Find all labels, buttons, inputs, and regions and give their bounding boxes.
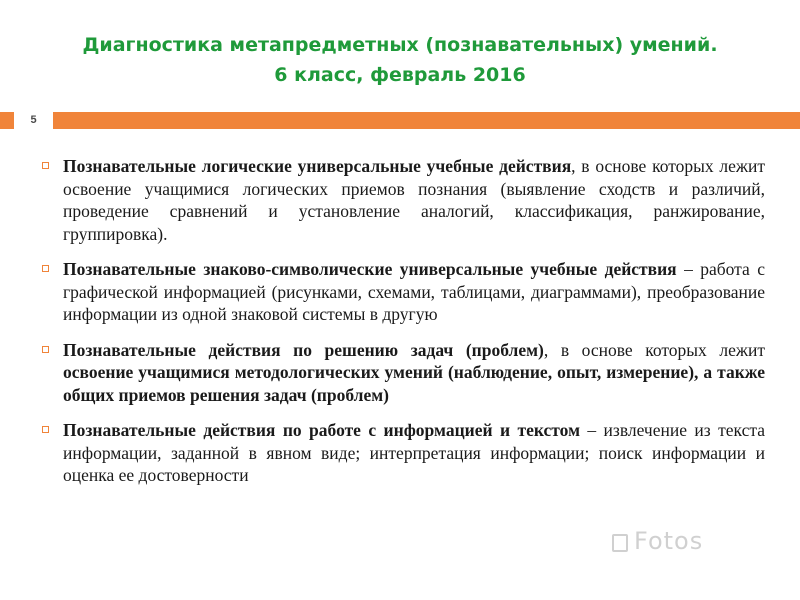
item-heading: Познавательные знаково-символические универсальные учебные действия	[63, 259, 677, 279]
title-line-2: 6 класс, февраль 2016	[274, 64, 526, 86]
header-rule-left	[0, 112, 14, 129]
item-text: – извлечение из текста информации, заданной в явном виде; интерпретация информации; поиск информации и оценка ее достоверности	[63, 420, 765, 485]
item-text: , в основе которых лежит	[543, 339, 765, 360]
camera-icon	[612, 534, 628, 552]
item-text: – работа с графической информацией (рисунками, схемами, таблицами, диаграммами), преобразование информации из одной знаковой системы в другую	[63, 259, 765, 324]
header-rule-right	[53, 112, 800, 129]
list-item	[37, 258, 765, 326]
item-emphasis: освоение учащимися методологических умений (наблюдение, опыт, измерение), а также общих приемов решения задач (проблем)	[63, 362, 765, 405]
bullet-list	[37, 155, 765, 500]
item-heading: Познавательные действия по работе с информацией и текстом	[63, 420, 580, 440]
square-bullet-icon	[42, 426, 49, 433]
list-item	[37, 155, 765, 245]
slide-title	[40, 30, 760, 90]
watermark-text: Fotos	[634, 527, 704, 555]
list-item	[37, 339, 765, 407]
square-bullet-icon	[42, 265, 49, 272]
list-item	[37, 419, 765, 487]
title-line-1: Диагностика метапредметных (познавательных) умений.	[82, 34, 718, 56]
watermark	[612, 527, 703, 555]
square-bullet-icon	[42, 346, 49, 353]
square-bullet-icon	[42, 162, 49, 169]
item-heading: Познавательные логические универсальные учебные действия	[63, 156, 572, 176]
item-heading: Познавательные действия по решению задач (проблем)	[63, 339, 544, 360]
item-text: , в основе которых лежит освоение учащимися логических приемов познания (выявление сходств и различий, проведение сравнений и установление аналогий, классификация, ранжирование, группировка).	[63, 156, 765, 244]
slide-number: 5	[30, 114, 37, 126]
